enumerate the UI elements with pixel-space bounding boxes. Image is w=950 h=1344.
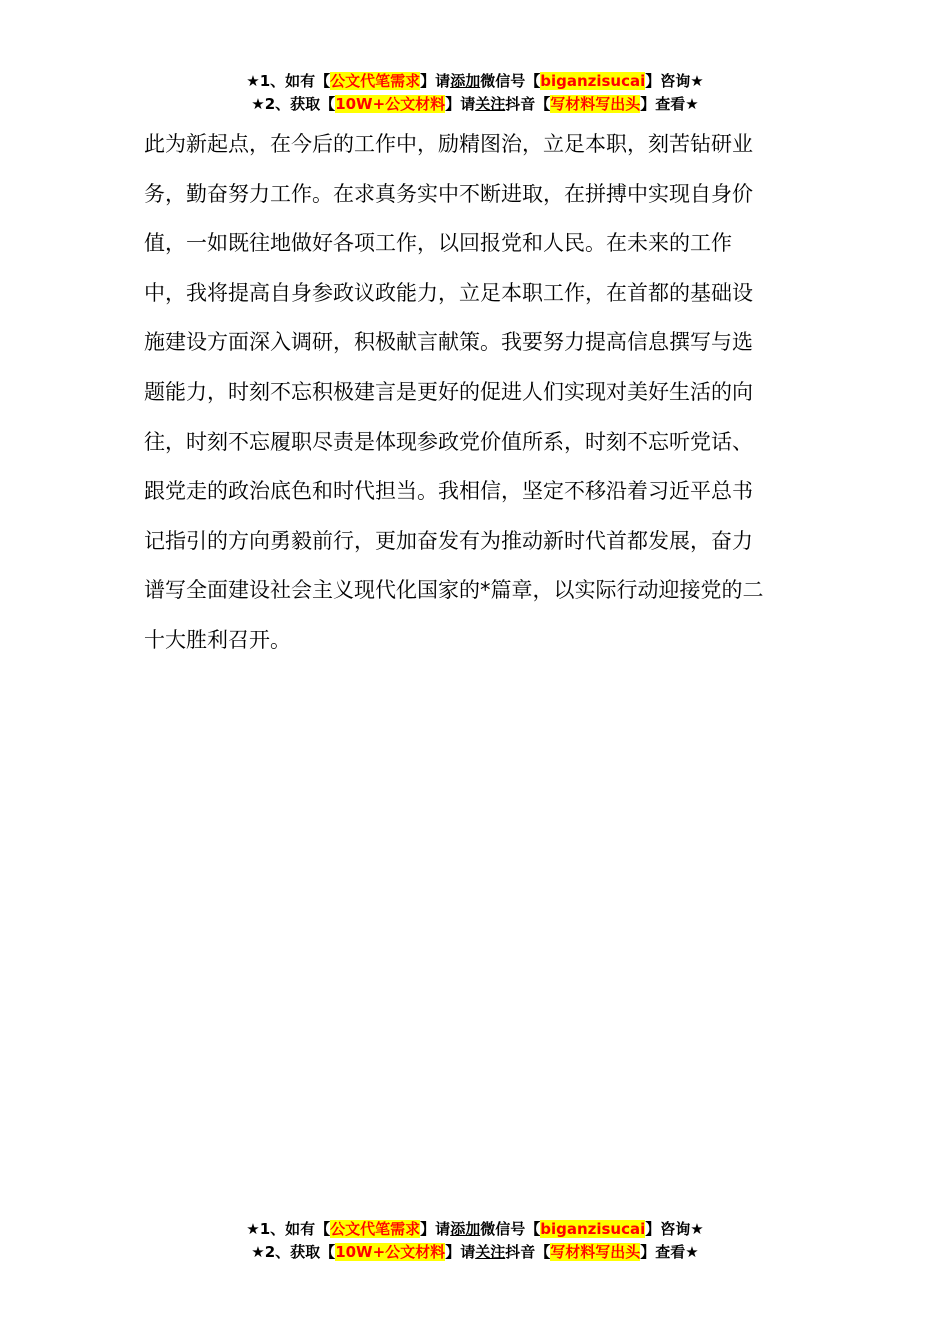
banner-text: 】请: [420, 72, 451, 90]
banner-text: 】咨询★: [645, 1220, 704, 1238]
banner-underline: 添加: [450, 1220, 481, 1238]
body-line: 谱写全面建设社会主义现代化国家的*篇章，以实际行动迎接党的二: [144, 578, 764, 603]
banner-text: 】请: [445, 95, 476, 113]
banner-line-1: [0, 70, 950, 93]
banner-highlight: 写材料写出头: [550, 1243, 641, 1261]
banner-line-2: [0, 1241, 950, 1264]
banner-text: 微信号【: [480, 1220, 541, 1238]
body-line: 跟党走的政治底色和时代担当。我相信，坚定不移沿着习近平总书: [144, 479, 753, 504]
document-body: [144, 120, 806, 666]
banner-highlight: biganzisucai: [540, 1220, 646, 1238]
banner-underline: 关注: [475, 1243, 506, 1261]
footer-banner: [0, 1218, 950, 1264]
body-line: 务，勤奋努力工作。在求真务实中不断进取，在拼搏中实现自身价: [144, 181, 753, 206]
body-line: 题能力，时刻不忘积极建言是更好的促进人们实现对美好生活的向: [144, 379, 753, 404]
banner-line-2: [0, 93, 950, 116]
body-line: 十大胜利召开。: [144, 627, 291, 652]
banner-underline: 关注: [475, 95, 506, 113]
banner-text: ★1、如有【: [246, 72, 331, 90]
banner-text: ★1、如有【: [246, 1220, 331, 1238]
banner-text: 抖音【: [505, 1243, 551, 1261]
header-banner: [0, 70, 950, 116]
banner-text: 】查看★: [640, 1243, 699, 1261]
banner-highlight: biganzisucai: [540, 72, 646, 90]
banner-text: ★2、获取【: [251, 1243, 336, 1261]
banner-text: 】请: [420, 1220, 451, 1238]
body-line: 值，一如既往地做好各项工作，以回报党和人民。在未来的工作: [144, 231, 732, 256]
banner-text: ★2、获取【: [251, 95, 336, 113]
banner-underline: 添加: [450, 72, 481, 90]
body-line: 施建设方面深入调研，积极献言献策。我要努力提高信息撰写与选: [144, 330, 753, 355]
banner-highlight: 10W+公文材料: [335, 1243, 446, 1261]
banner-highlight: 公文代笔需求: [330, 72, 421, 90]
banner-text: 抖音【: [505, 95, 551, 113]
body-line: 中，我将提高自身参政议政能力，立足本职工作，在首都的基础设: [144, 280, 753, 305]
banner-highlight: 写材料写出头: [550, 95, 641, 113]
banner-text: 微信号【: [480, 72, 541, 90]
banner-text: 】查看★: [640, 95, 699, 113]
banner-highlight: 公文代笔需求: [330, 1220, 421, 1238]
banner-text: 】请: [445, 1243, 476, 1261]
body-line: 记指引的方向勇毅前行，更加奋发有为推动新时代首都发展，奋力: [144, 528, 753, 553]
banner-text: 】咨询★: [645, 72, 704, 90]
banner-highlight: 10W+公文材料: [335, 95, 446, 113]
body-line: 往，时刻不忘履职尽责是体现参政党价值所系，时刻不忘听党话、: [144, 429, 753, 454]
body-line: 此为新起点，在今后的工作中，励精图治，立足本职，刻苦钻研业: [144, 132, 753, 156]
banner-line-1: [0, 1218, 950, 1241]
